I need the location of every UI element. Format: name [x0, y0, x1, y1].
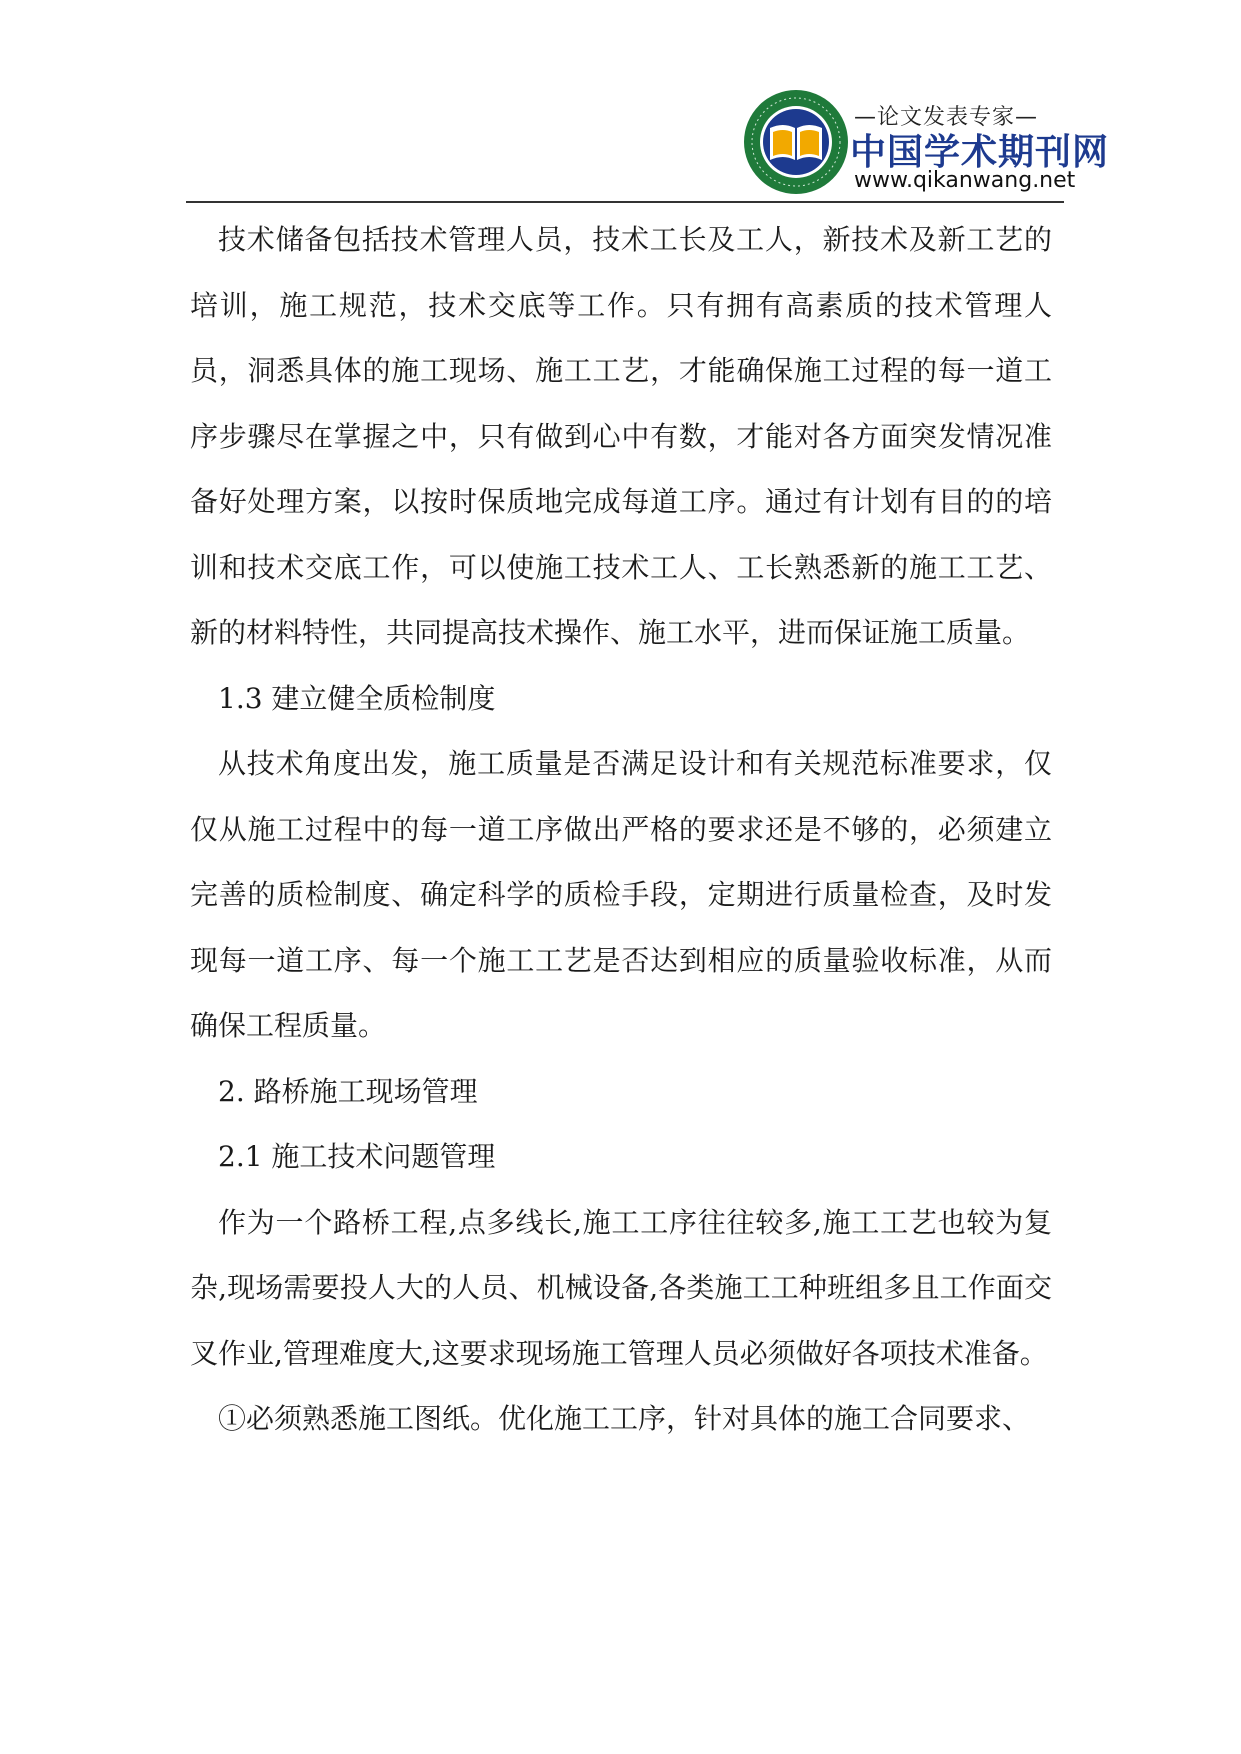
section-heading: 1.3 建立健全质检制度: [218, 681, 496, 715]
logo-site-name: 中国学术期刊网: [850, 132, 1110, 173]
qikanwang-logo: [742, 88, 1110, 200]
seal-icon: [742, 88, 850, 196]
section-heading: 2.1 施工技术问题管理: [218, 1140, 496, 1173]
paragraph: ①必须熟悉施工图纸。优化施工工序，针对具体的施工合同要求、: [218, 1402, 1031, 1435]
header-rule: [186, 201, 1064, 203]
page-header: [0, 0, 1241, 205]
paragraph: 从技术角度出发，施工质量是否满足设计和有关规范标准要求，仅仅从施工过程中的每一道工序做出严格的要求还是不够的，必须建立完善的质检制度、确定科学的质检手段，定期进行质量检查，及时发现每一道工序、每一个施工工艺是否达到相应的质量验收标准，从而确保工程质量。: [190, 747, 1052, 1042]
paragraph: 技术储备包括技术管理人员，技术工长及工人，新技术及新工艺的培训，施工规范，技术交底等工作。只有拥有高素质的技术管理人员，洞悉具体的施工现场、施工工艺，才能确保施工过程的每一道工序步骤尽在掌握之中，只有做到心中有数，才能对各方面突发情况准备好处理方案，以按时保质地完成每道工序。通过有计划有目的的培训和技术交底工作，可以使施工技术工人、工长熟悉新的施工工艺、新的材料特性，共同提高技术操作、施工水平，进而保证施工质量。: [190, 223, 1052, 649]
logo-url: www.qikanwang.net: [854, 168, 1076, 193]
paragraph: 作为一个路桥工程,点多线长,施工工序往往较多,施工工艺也较为复杂,现场需要投人大的人员、机械设备,各类施工工种班组多且工作面交叉作业,管理难度大,这要求现场施工管理人员必须做好各项技术准备。: [190, 1205, 1052, 1370]
section-heading: 2. 路桥施工现场管理: [218, 1074, 478, 1108]
logo-tagline: —论文发表专家—: [854, 105, 1039, 130]
document-body: [190, 207, 1052, 1452]
